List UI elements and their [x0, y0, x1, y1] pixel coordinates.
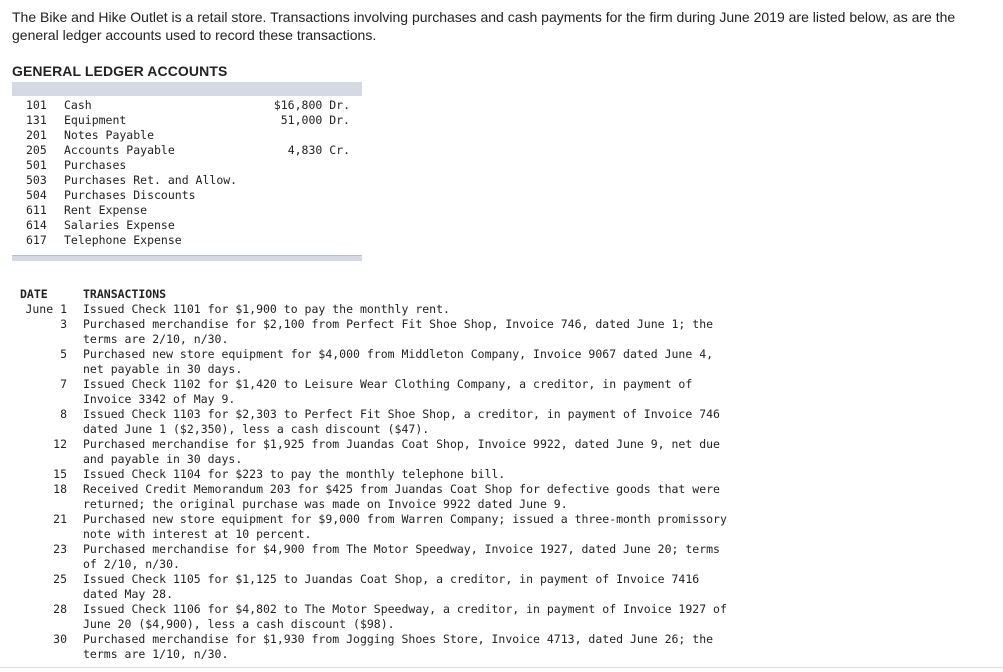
account-balance: 4,830 Cr.: [287, 143, 350, 157]
transactions-column-header: TRANSACTIONS: [83, 287, 167, 301]
account-number: 503: [26, 173, 47, 187]
transaction-description: Purchased merchandise for $4,900 from The Motor Speedway, Invoice 1927, dated June 20; terms of 2/10, n/30.: [83, 542, 720, 571]
account-name: Notes Payable: [64, 128, 155, 142]
list-item: [12, 347, 997, 377]
transactions-list: [12, 302, 997, 662]
transaction-description: Purchased merchandise for $1,930 from Jogging Shoes Store, Invoice 4713, dated June 26; the terms are 1/10, n/30.: [83, 632, 714, 661]
account-number: 131: [26, 113, 47, 127]
transaction-date: 7: [60, 377, 67, 391]
list-item: [12, 482, 997, 512]
transaction-date: 12: [53, 437, 67, 451]
table-footer-bar: [12, 255, 362, 261]
list-item: [12, 437, 997, 467]
transaction-description: Purchased merchandise for $1,925 from Juandas Coat Shop, Invoice 9922, dated June 9, net due and payable in 30 days.: [83, 437, 720, 466]
table-row: [12, 113, 362, 128]
account-name: Cash: [64, 98, 92, 112]
table-row: [12, 158, 362, 173]
date-column-header: DATE: [20, 287, 48, 301]
transaction-description: Issued Check 1103 for $2,303 to Perfect Fit Shoe Shop, a creditor, in payment of Invoice 746 dated June 1 ($2,350), less a cash discount ($47).: [83, 407, 720, 436]
list-item: [12, 317, 997, 347]
transaction-date: 15: [53, 467, 67, 481]
account-number: 501: [26, 158, 47, 172]
transaction-description: Issued Check 1104 for $223 to pay the monthly telephone bill.: [83, 467, 506, 481]
transaction-description: Issued Check 1105 for $1,125 to Juandas Coat Shop, a creditor, in payment of Invoice 7416 dated May 28.: [83, 572, 700, 601]
general-ledger-rows: [12, 98, 362, 248]
table-row: [12, 173, 362, 188]
list-item: [12, 602, 997, 632]
account-name: Purchases Ret. and Allow.: [64, 173, 238, 187]
general-ledger-table: [12, 82, 362, 260]
transaction-date: 30: [53, 632, 67, 646]
list-item: [12, 572, 997, 602]
bottom-divider: [0, 667, 1003, 668]
intro-paragraph: The Bike and Hike Outlet is a retail store. Transactions involving purchases and cash payments for the firm during June 2019 are listed below, as are the general ledger accounts used to record these transactions.: [12, 9, 956, 43]
transaction-date: 28: [53, 602, 67, 616]
table-row: [12, 188, 362, 203]
account-number: 201: [26, 128, 47, 142]
transaction-description: Issued Check 1102 for $1,420 to Leisure Wear Clothing Company, a creditor, in payment of Invoice 3342 of May 9.: [83, 377, 693, 406]
transaction-date: 18: [53, 482, 67, 496]
account-name: Purchases Discounts: [64, 188, 196, 202]
transaction-date: 5: [60, 347, 67, 361]
table-row: [12, 98, 362, 113]
transactions-header-row: [12, 287, 997, 302]
table-header-bar: [12, 82, 362, 96]
transaction-description: Received Credit Memorandum 203 for $425 from Juandas Coat Shop for defective goods that were returned; the original purchase was made on Invoice 9922 dated June 9.: [83, 482, 720, 511]
list-item: [12, 407, 997, 437]
account-balance: 51,000 Dr.: [280, 113, 350, 127]
account-name: Accounts Payable: [64, 143, 175, 157]
transaction-date: 25: [53, 572, 67, 586]
list-item: [12, 377, 997, 407]
general-ledger-heading: GENERAL LEDGER ACCOUNTS: [12, 63, 228, 79]
transactions-section: [12, 287, 997, 662]
account-number: 504: [26, 188, 47, 202]
list-item: [12, 542, 997, 572]
transaction-date: 3: [60, 317, 67, 331]
transaction-description: Purchased new store equipment for $4,000 from Middleton Company, Invoice 9067 dated June 4, net payable in 30 days.: [83, 347, 714, 376]
account-name: Purchases: [64, 158, 127, 172]
account-name: Salaries Expense: [64, 218, 175, 232]
transaction-date: 8: [60, 407, 67, 421]
transaction-description: Issued Check 1101 for $1,900 to pay the monthly rent.: [83, 302, 450, 316]
account-number: 611: [26, 203, 47, 217]
transaction-date: 21: [53, 512, 67, 526]
transaction-description: Purchased merchandise for $2,100 from Perfect Fit Shoe Shop, Invoice 746, dated June 1; the terms are 2/10, n/30.: [83, 317, 714, 346]
account-number: 617: [26, 233, 47, 247]
list-item: [12, 302, 997, 317]
transaction-date: 23: [53, 542, 67, 556]
account-number: 205: [26, 143, 47, 157]
table-row: [12, 128, 362, 143]
table-row: [12, 218, 362, 233]
transaction-description: Issued Check 1106 for $4,802 to The Motor Speedway, a creditor, in payment of Invoice 1927 of June 20 ($4,900), less a cash discount ($98).: [83, 602, 727, 631]
account-name: Rent Expense: [64, 203, 148, 217]
account-number: 101: [26, 98, 47, 112]
account-number: 614: [26, 218, 47, 232]
list-item: [12, 512, 997, 542]
account-name: Telephone Expense: [64, 233, 182, 247]
list-item: [12, 632, 997, 662]
list-item: [12, 467, 997, 482]
transaction-description: Purchased new store equipment for $9,000 from Warren Company; issued a three-month promissory note with interest at 10 percent.: [83, 512, 727, 541]
table-row: [12, 233, 362, 248]
transaction-date: June 1: [25, 302, 67, 316]
account-name: Equipment: [64, 113, 127, 127]
table-row: [12, 203, 362, 218]
table-row: [12, 143, 362, 158]
account-balance: $16,800 Dr.: [273, 98, 350, 112]
